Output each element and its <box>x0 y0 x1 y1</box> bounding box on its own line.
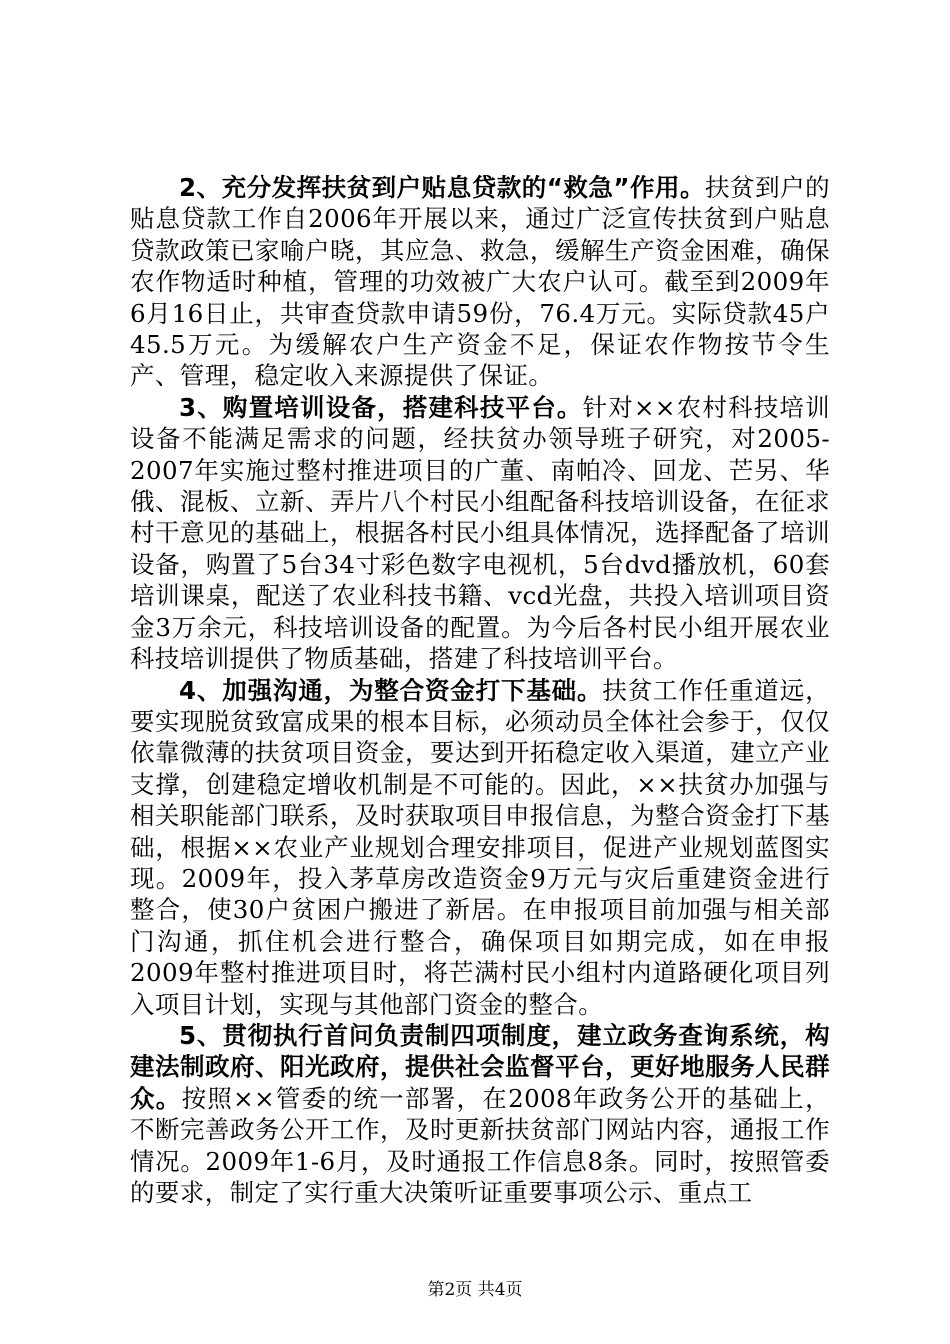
paragraph-text: 针对××农村科技培训设备不能满足需求的问题，经扶贫办领导班子研究，对2005-2007年实施过整村推进项目的广董、南帕冷、回龙、芒另、华俄、混板、立新、弄片八个村民小组配备科技培训设备，在征求村干意见的基础上，根据各村民小组具体情况，选择配备了培训设备，购置了5台34寸彩色数字电视机，5台dvd播放机，60套培训课桌，配送了农业科技书籍、vcd光盘，共投入培训项目资金3万余元，科技培训设备的配置。为今后各村民小组开展农业科技培训提供了物质基础，搭建了科技培训平台。 <box>130 392 830 674</box>
page-footer: 第2页 共4页 <box>427 1280 523 1300</box>
paragraph-5 <box>130 1020 830 1208</box>
paragraph-heading: 2、充分发挥扶贫到户贴息贷款的“救急”作用。 <box>179 173 706 202</box>
document-body <box>130 172 830 1208</box>
paragraph-4 <box>130 675 830 1020</box>
paragraph-text: 按照××管委的统一部署，在2008年政务公开的基础上，不断完善政务公开工作，及时更新扶贫部门网站内容，通报工作情况。2009年1-6月，及时通报工作信息8条。同时，按照管委的要求，制定了实行重大决策听证重要事项公示、重点工 <box>130 1083 830 1207</box>
paragraph-text: 扶贫到户的贴息贷款工作自2006年开展以来，通过广泛宣传扶贫到户贴息贷款政策已家喻户晓，其应急、救急，缓解生产资金困难，确保农作物适时种植，管理的功效被广大农户认可。截至到2009年6月16日止，共审查贷款申请59份，76.4万元。实际贷款45户45.5万元。为缓解农户生产资金不足，保证农作物按节令生产、管理，稳定收入来源提供了保证。 <box>130 173 830 391</box>
paragraph-3 <box>130 392 830 675</box>
paragraph-2 <box>130 172 830 392</box>
paragraph-heading: 4、加强沟通，为整合资金打下基础。 <box>179 675 603 705</box>
paragraph-heading: 3、购置培训设备，搭建科技平台。 <box>179 392 583 422</box>
paragraph-heading: 5、贯彻执行首问负责制四项制度，建立政务查询系统，构建法制政府、阳光政府，提供社会监督平台，更好地服务人民群众。 <box>130 1020 830 1113</box>
paragraph-text: 扶贫工作任重道远，要实现脱贫致富成果的根本目标，必须动员全体社会参于，仅仅依靠微薄的扶贫项目资金，要达到开拓稳定收入渠道，建立产业支撑，创建稳定增收机制是不可能的。因此，××扶贫办加强与相关职能部门联系，及时获取项目申报信息，为整合资金打下基础，根据××农业产业规划合理安排项目，促进产业规划蓝图实现。2009年，投入茅草房改造资金9万元与灾后重建资金进行整合，使30户贫困户搬进了新居。在申报项目前加强与相关部门沟通，抓住机会进行整合，确保项目如期完成，如在申报2009年整村推进项目时，将芒满村民小组村内道路硬化项目列入项目计划，实现与其他部门资金的整合。 <box>130 675 830 1019</box>
